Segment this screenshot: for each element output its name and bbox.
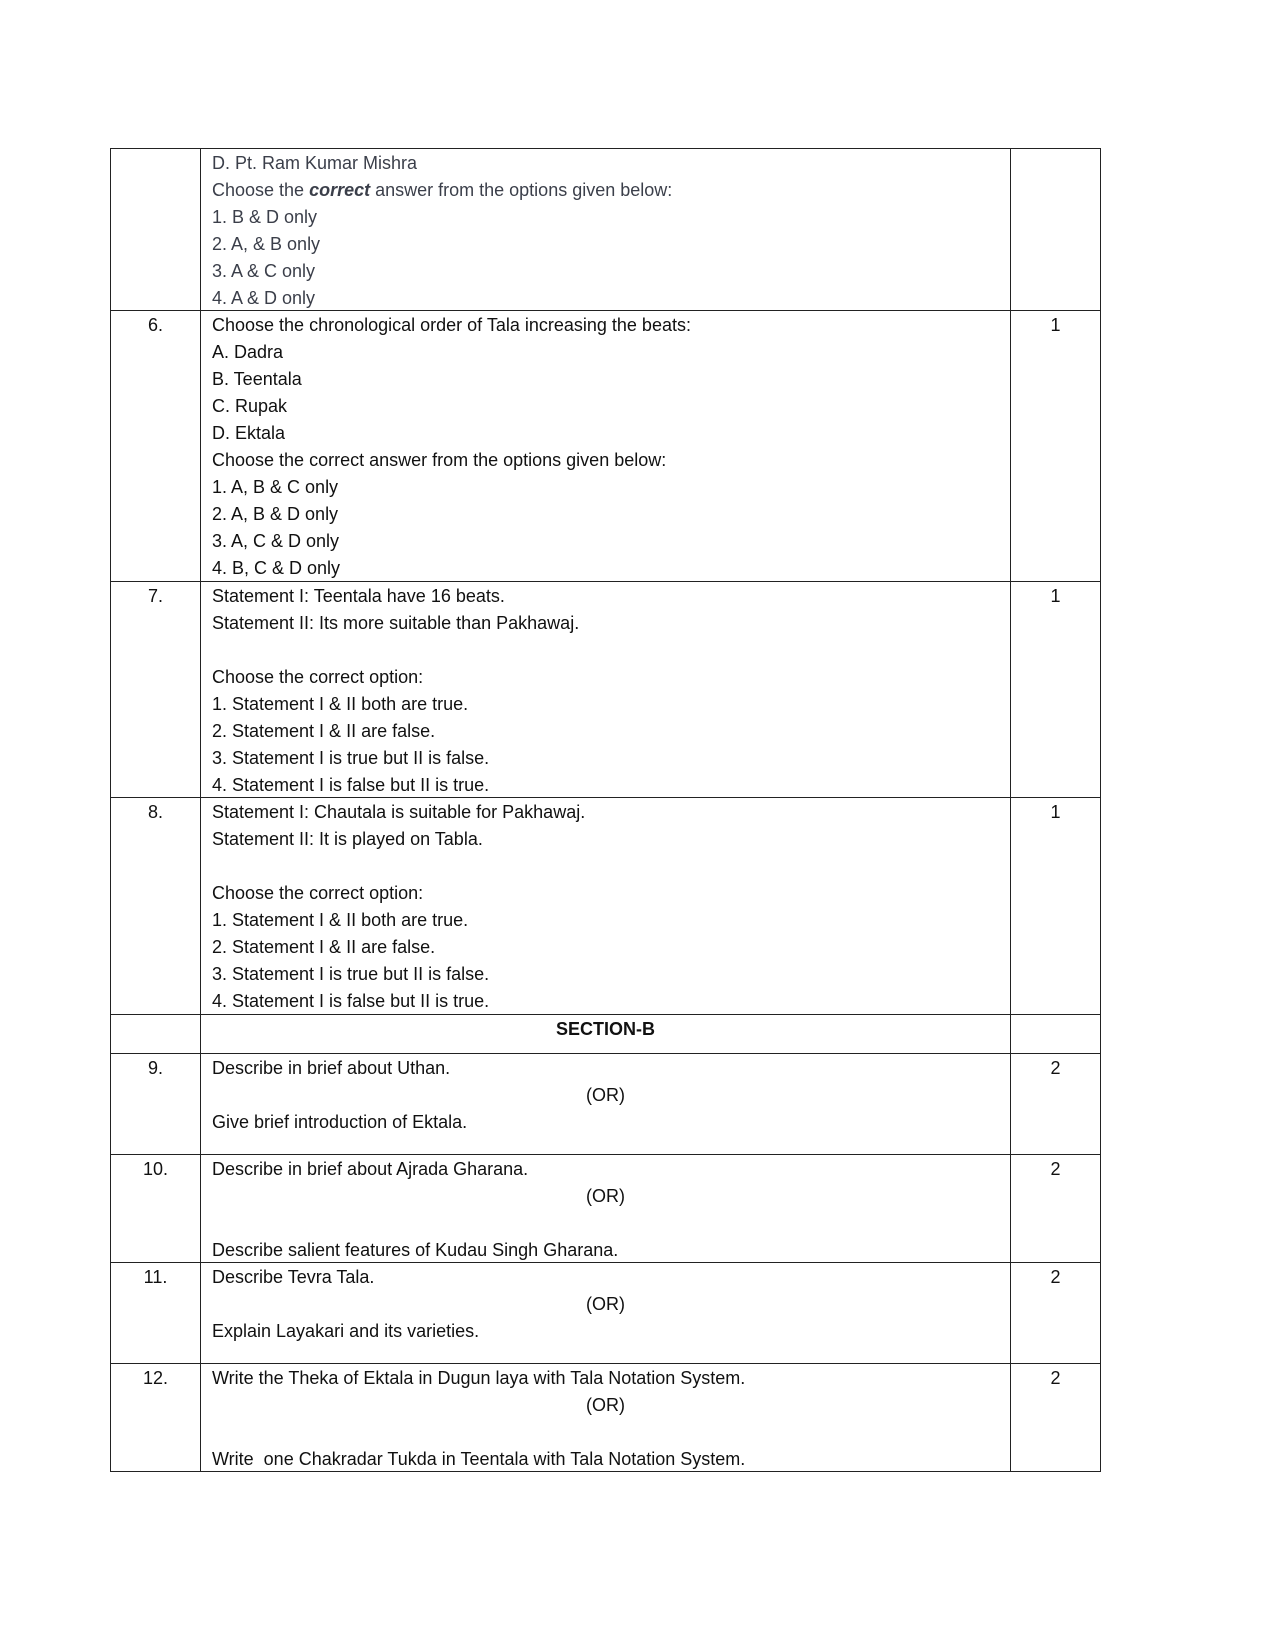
section-title: SECTION-B: [201, 1015, 1011, 1053]
answer-option: 4. A & D only: [212, 288, 316, 308]
question-line: Describe in brief about Ajrada Gharana.: [212, 1159, 529, 1179]
instruction-line: [212, 177, 1010, 204]
answer-option: 1. A, B & C only: [212, 477, 339, 497]
table-row: [111, 310, 1100, 581]
question-line: Write one Chakradar Tukda in Teentala with Tala Notation System.: [212, 1449, 746, 1469]
question-number: 10.: [111, 1155, 201, 1262]
answer-option: 3. Statement I is true but II is false.: [212, 748, 490, 768]
instruction-line: Choose the correct answer from the options given below:: [212, 450, 667, 470]
option-line: B. Teentala: [212, 369, 302, 389]
question-text: [201, 1364, 1011, 1471]
blank-line: [212, 1419, 1010, 1446]
question-text: [201, 1155, 1011, 1262]
question-number: [111, 149, 201, 310]
statement-line: Statement I: Teentala have 16 beats.: [212, 586, 505, 606]
statement-line: Statement II: It is played on Tabla.: [212, 829, 483, 849]
answer-option: 2. A, & B only: [212, 234, 321, 254]
marks: 2: [1050, 1159, 1061, 1179]
question-line: Give brief introduction of Ektala.: [212, 1112, 468, 1132]
or-separator: (OR): [586, 1085, 625, 1105]
answer-option: 3. A, C & D only: [212, 531, 340, 551]
table-row: [111, 149, 1100, 310]
or-separator: (OR): [586, 1395, 625, 1415]
table-row: [111, 581, 1100, 797]
table-row: [111, 1053, 1100, 1154]
question-number: 7.: [111, 582, 201, 797]
marks: 1: [1050, 586, 1061, 606]
question-text: [201, 1054, 1011, 1154]
table-row: [111, 1154, 1100, 1262]
instruction-text: Choose the: [212, 180, 310, 200]
table-row: [111, 797, 1100, 1014]
marks: 1: [1050, 315, 1061, 335]
table-row: [111, 1262, 1100, 1363]
blank-line: [212, 637, 1010, 664]
answer-option: 3. A & C only: [212, 261, 316, 281]
marks: [1011, 149, 1100, 310]
answer-option: 1. Statement I & II both are true.: [212, 910, 469, 930]
empty-cell: [1011, 1015, 1100, 1053]
question-text: [201, 1263, 1011, 1363]
answer-option: 4. Statement I is false but II is true.: [212, 991, 490, 1011]
answer-option: 2. A, B & D only: [212, 504, 339, 524]
empty-cell: [111, 1015, 201, 1053]
option-line: A. Dadra: [212, 342, 284, 362]
question-text: [201, 311, 1011, 581]
question-line: Describe in brief about Uthan.: [212, 1058, 451, 1078]
marks: 2: [1050, 1267, 1061, 1287]
marks: 1: [1050, 802, 1061, 822]
question-line: Explain Layakari and its varieties.: [212, 1321, 480, 1341]
or-separator: (OR): [586, 1294, 625, 1314]
answer-option: 1. B & D only: [212, 207, 318, 227]
instruction-line: Choose the correct option:: [212, 667, 424, 687]
option-line: D. Ektala: [212, 423, 286, 443]
option-line: C. Rupak: [212, 396, 288, 416]
question-number: 6.: [111, 311, 201, 581]
question-line: Choose the chronological order of Tala increasing the beats:: [212, 315, 691, 335]
statement-line: Statement I: Chautala is suitable for Pakhawaj.: [212, 802, 586, 822]
answer-option: 4. B, C & D only: [212, 558, 341, 578]
answer-option: 2. Statement I & II are false.: [212, 937, 436, 957]
answer-option: 2. Statement I & II are false.: [212, 721, 436, 741]
question-number: 9.: [111, 1054, 201, 1154]
question-text: [201, 798, 1011, 1014]
instruction-text: answer from the options given below:: [370, 180, 673, 200]
question-text: [201, 582, 1011, 797]
question-text: [201, 149, 1011, 310]
answer-option: 3. Statement I is true but II is false.: [212, 964, 490, 984]
statement-line: Statement II: Its more suitable than Pakhawaj.: [212, 613, 580, 633]
question-line: Write the Theka of Ektala in Dugun laya with Tala Notation System.: [212, 1368, 746, 1388]
marks: 2: [1050, 1058, 1061, 1078]
question-number: 8.: [111, 798, 201, 1014]
question-line: Describe Tevra Tala.: [212, 1267, 375, 1287]
blank-line: [212, 853, 1010, 880]
question-table: [110, 148, 1101, 1472]
answer-option: 1. Statement I & II both are true.: [212, 694, 469, 714]
emphasis-text: correct: [309, 180, 371, 200]
question-line: Describe salient features of Kudau Singh Gharana.: [212, 1240, 619, 1260]
marks: 2: [1050, 1368, 1061, 1388]
section-header-row: [111, 1014, 1100, 1053]
answer-option: 4. Statement I is false but II is true.: [212, 775, 490, 795]
question-number: 11.: [111, 1263, 201, 1363]
question-number: 12.: [111, 1364, 201, 1471]
option-line: D. Pt. Ram Kumar Mishra: [212, 153, 418, 173]
instruction-line: Choose the correct option:: [212, 883, 424, 903]
or-separator: (OR): [586, 1186, 625, 1206]
blank-line: [212, 1210, 1010, 1237]
table-row: [111, 1363, 1100, 1471]
